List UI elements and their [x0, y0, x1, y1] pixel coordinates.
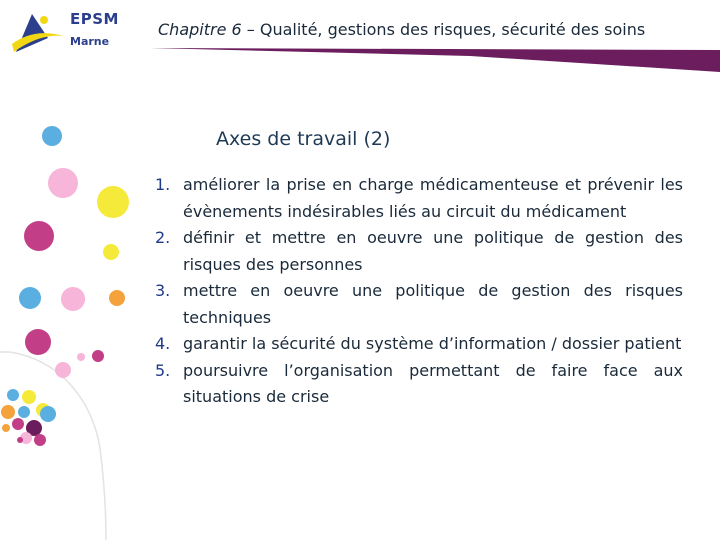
dot [12, 418, 24, 430]
dot [48, 168, 78, 198]
list-item [155, 225, 683, 278]
list-item-number: 1. [155, 175, 171, 194]
dot [40, 406, 56, 422]
chapter-label: Chapitre 6 [158, 20, 242, 39]
list-item-text: mettre en oeuvre une politique de gestion des risques techniques [183, 281, 683, 327]
list-item-text: poursuivre l’organisation permettant de faire face aux situations de crise [183, 360, 683, 406]
list-item-number: 2. [155, 228, 171, 247]
list-item [155, 278, 683, 331]
axes-list [155, 172, 683, 411]
list-item-text: améliorer la prise en charge médicamenteuse et prévenir les évènements indésirables liés au circuit du médicament [183, 175, 683, 221]
dot [24, 221, 54, 251]
dot [92, 350, 104, 362]
dot [22, 390, 36, 404]
dot [17, 437, 23, 443]
dot [25, 329, 51, 355]
dot [19, 287, 41, 309]
chapter-header [158, 20, 708, 39]
dot [2, 424, 10, 432]
list-item [155, 172, 683, 225]
decorative-dots [0, 0, 150, 540]
logo-text-epsm: EPSM [70, 10, 119, 28]
dot [1, 405, 15, 419]
dot [109, 290, 125, 306]
dot [55, 362, 71, 378]
dot [77, 353, 85, 361]
header-wedge [150, 48, 720, 72]
dot [18, 406, 30, 418]
dot [34, 434, 46, 446]
list-item-number: 4. [155, 334, 171, 353]
list-item-number: 5. [155, 360, 171, 380]
head-silhouette [0, 352, 106, 540]
list-item [155, 331, 683, 358]
list-item-text: définir et mettre en oeuvre une politique de gestion des risques des personnes [183, 228, 683, 274]
dot [42, 126, 62, 146]
list-item-number: 3. [155, 281, 171, 300]
list-item-text: garantir la sécurité du système d’information / dossier patient [183, 334, 682, 353]
chapter-separator: – [241, 20, 260, 39]
list-item [155, 358, 683, 411]
chapter-subtitle: Qualité, gestions des risques, sécurité des soins [259, 20, 646, 39]
dot [7, 389, 19, 401]
dot [97, 186, 129, 218]
dot [103, 244, 119, 260]
logo-text-marne: Marne [70, 35, 110, 48]
dot [61, 287, 85, 311]
slide-title: Axes de travail (2) [216, 128, 391, 150]
